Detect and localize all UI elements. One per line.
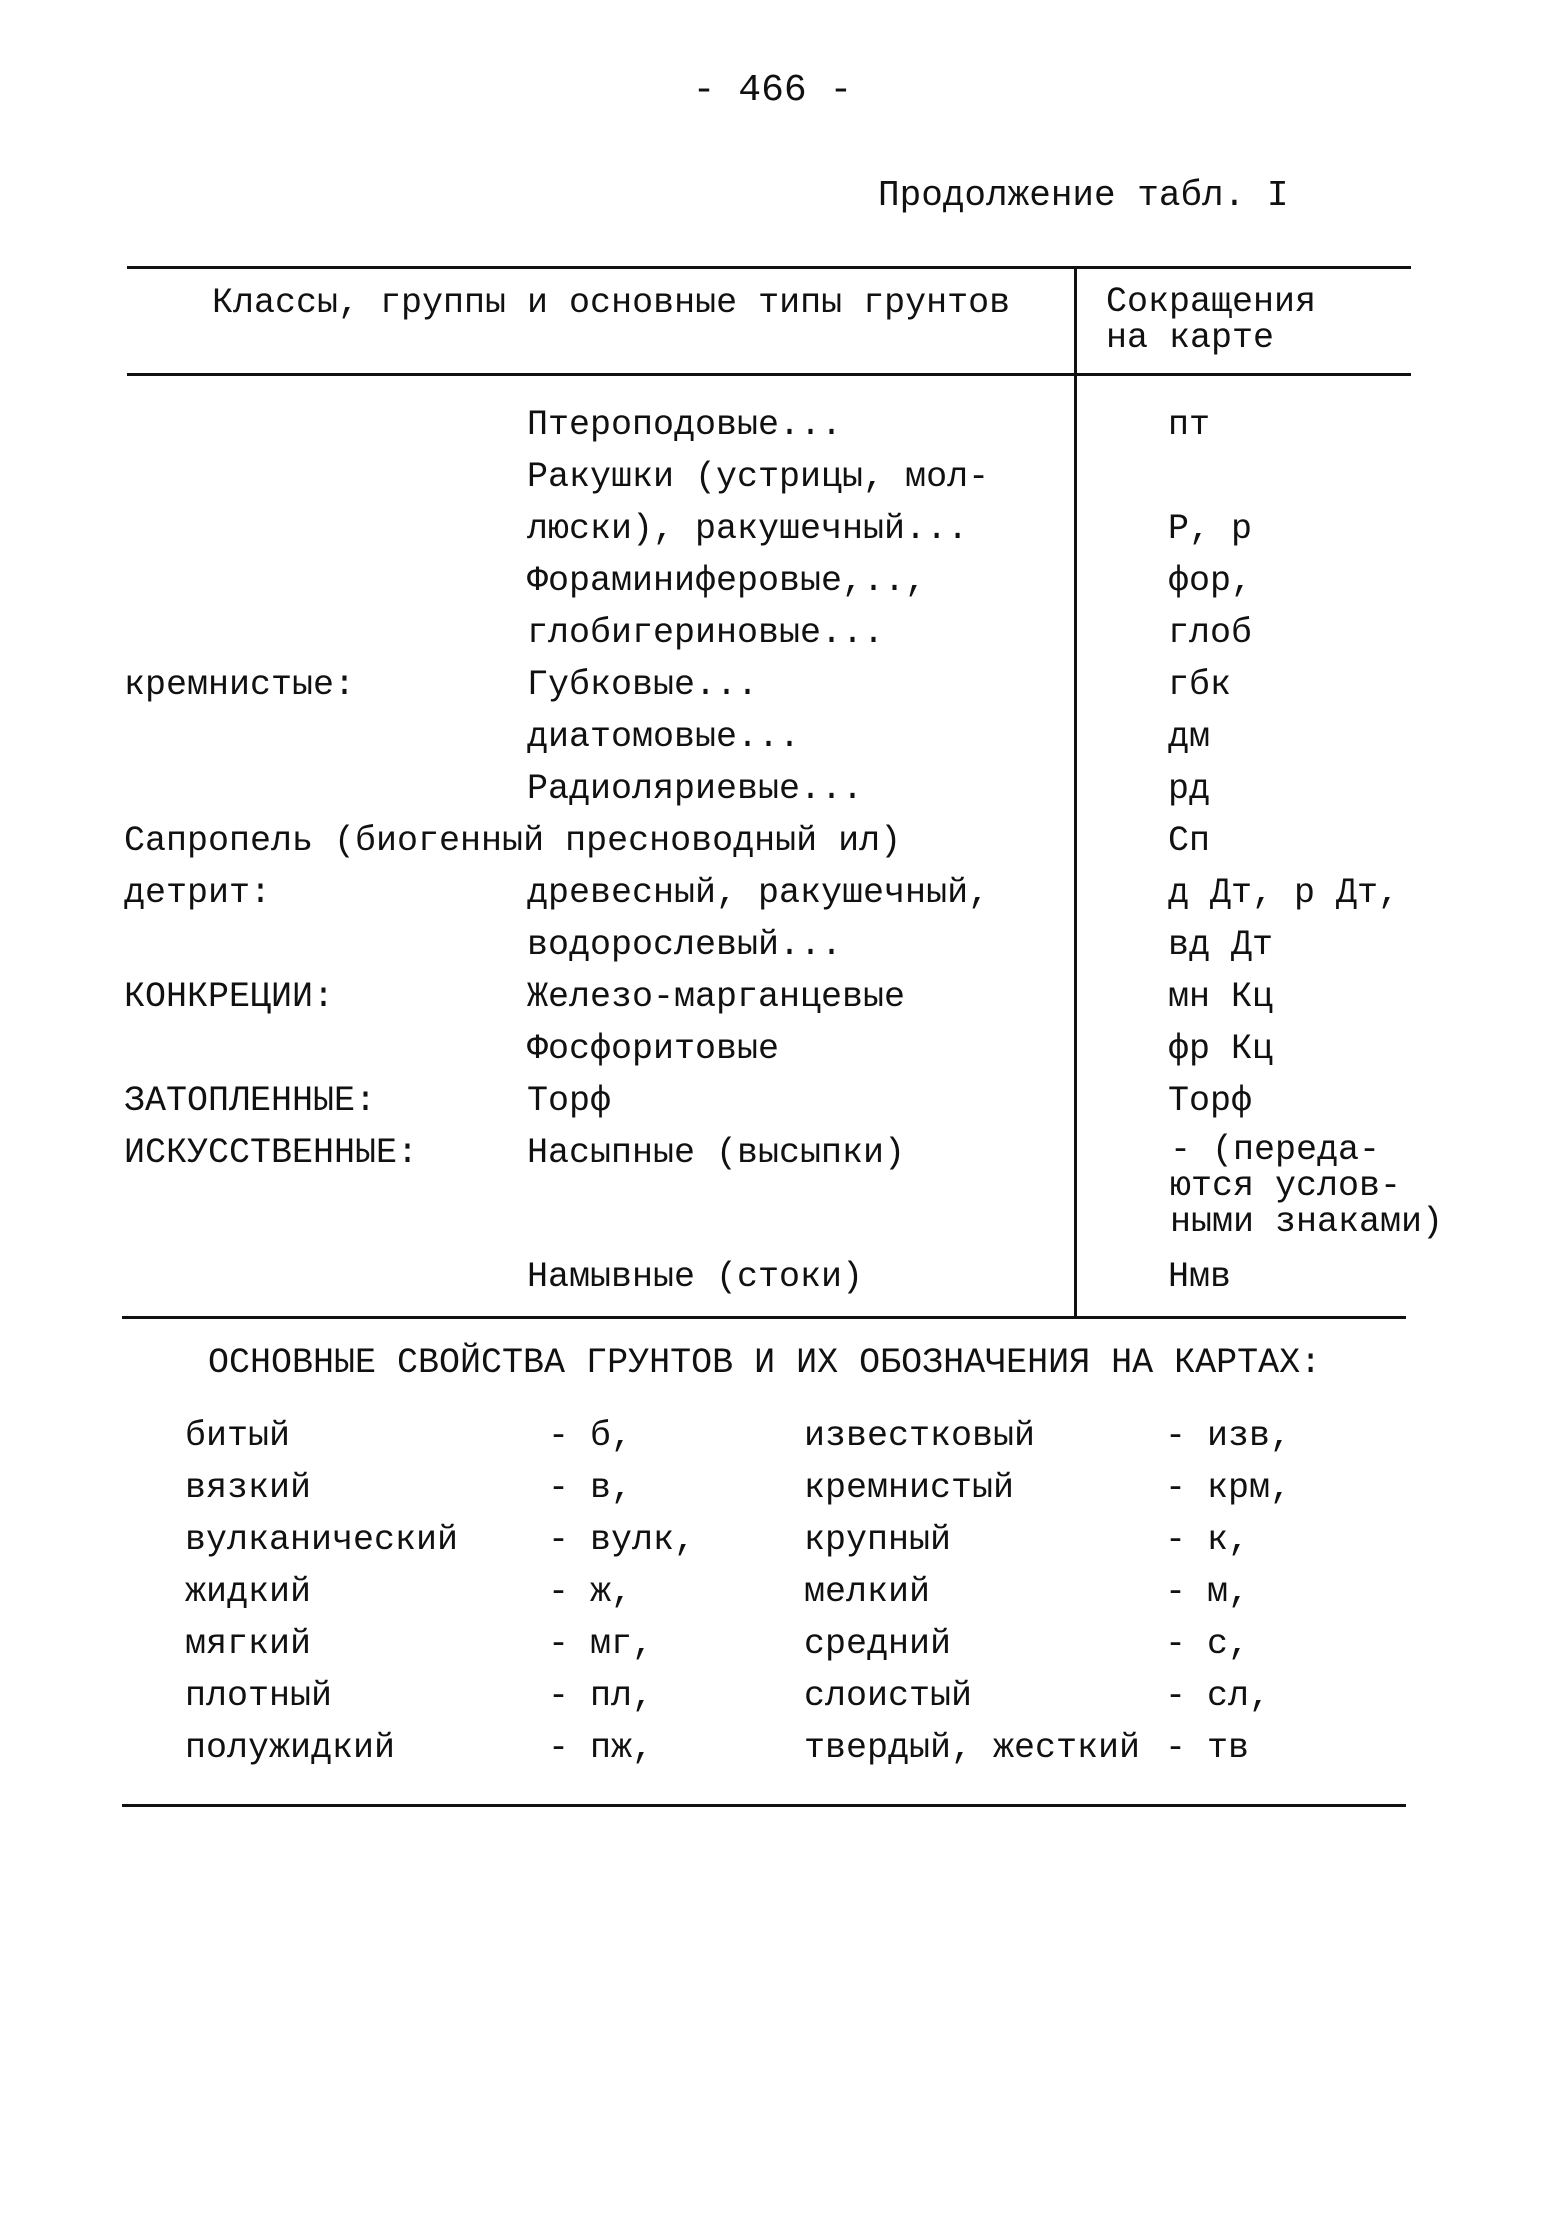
soil-class-label: ЗАТОПЛЕННЫЕ:	[124, 1081, 377, 1121]
soil-type-label: Фораминиферовые,..,	[527, 561, 927, 601]
property-name: вязкий	[185, 1468, 312, 1508]
table-bottom-rule	[122, 1316, 1406, 1319]
property-abbreviation: - ж,	[548, 1572, 633, 1612]
page-number: - 466 -	[692, 69, 853, 112]
map-abbreviation: д Дт, р Дт,	[1168, 873, 1400, 913]
soil-type-label: Губковые...	[527, 665, 759, 705]
properties-title: ОСНОВНЫЕ СВОЙСТВА ГРУНТОВ И ИХ ОБОЗНАЧЕНИЯ НА КАРТАХ:	[208, 1343, 1322, 1383]
table-column-divider	[1074, 266, 1077, 1318]
soil-type-label: Торф	[527, 1081, 612, 1121]
property-abbreviation: - к,	[1165, 1520, 1250, 1560]
property-name: слоистый	[804, 1676, 973, 1716]
map-abbreviation: пт	[1168, 405, 1211, 445]
property-name: вулканический	[185, 1520, 459, 1560]
property-abbreviation: - изв,	[1165, 1416, 1292, 1456]
soil-type-label: Насыпные (высыпки)	[527, 1133, 906, 1173]
property-abbreviation: - с,	[1165, 1624, 1250, 1664]
property-name: известковый	[804, 1416, 1036, 1456]
property-abbreviation: - сл,	[1165, 1676, 1271, 1716]
property-abbreviation: - мг,	[548, 1624, 654, 1664]
soil-type-label: люски), ракушечный...	[527, 509, 969, 549]
soil-type-label: Радиоляриевые...	[527, 769, 864, 809]
table-header-abbreviations-line2: на карте	[1106, 318, 1275, 358]
property-name: мелкий	[804, 1572, 931, 1612]
property-name: битый	[185, 1416, 291, 1456]
table-header-classes: Классы, группы и основные типы грунтов	[212, 283, 1011, 323]
soil-type-label: диатомовые...	[527, 717, 801, 757]
soil-type-label: древесный, ракушечный,	[527, 873, 990, 913]
map-abbreviation: - (переда-	[1170, 1130, 1381, 1170]
property-name: полужидкий	[185, 1728, 396, 1768]
map-abbreviation: Нмв	[1168, 1257, 1232, 1297]
map-abbreviation: мн Кц	[1168, 977, 1274, 1017]
map-abbreviation: фор,	[1168, 561, 1253, 601]
soil-type-label: Намывные (стоки)	[527, 1257, 864, 1297]
table-top-rule	[127, 266, 1411, 269]
property-abbreviation: - м,	[1165, 1572, 1250, 1612]
map-abbreviation: рд	[1168, 769, 1211, 809]
map-abbreviation: ются услов-	[1170, 1166, 1402, 1206]
soil-type-label: водорослевый...	[527, 925, 843, 965]
soil-class-label: детрит:	[124, 873, 272, 913]
property-abbreviation: - крм,	[1165, 1468, 1292, 1508]
soil-class-label: кремнистые:	[124, 665, 356, 705]
properties-bottom-rule	[122, 1804, 1406, 1807]
soil-class-label: Сапропель (биогенный пресноводный ил)	[124, 821, 902, 861]
map-abbreviation: Р, р	[1168, 509, 1253, 549]
map-abbreviation: Сп	[1168, 821, 1211, 861]
property-abbreviation: - пж,	[548, 1728, 654, 1768]
property-abbreviation: - тв	[1165, 1728, 1250, 1768]
property-abbreviation: - пл,	[548, 1676, 654, 1716]
property-name: твердый, жесткий	[804, 1728, 1141, 1768]
property-abbreviation: - б,	[548, 1416, 633, 1456]
soil-type-label: глобигериновые...	[527, 613, 885, 653]
soil-type-label: Птероподовые...	[527, 405, 843, 445]
property-name: крупный	[804, 1520, 952, 1560]
map-abbreviation: глоб	[1168, 613, 1253, 653]
property-name: жидкий	[185, 1572, 312, 1612]
property-name: средний	[804, 1624, 952, 1664]
property-name: мягкий	[185, 1624, 312, 1664]
soil-type-label: Железо-марганцевые	[527, 977, 906, 1017]
property-name: кремнистый	[804, 1468, 1015, 1508]
property-abbreviation: - в,	[548, 1468, 633, 1508]
soil-type-label: Ракушки (устрицы, мол-	[527, 457, 990, 497]
map-abbreviation: Торф	[1168, 1081, 1253, 1121]
soil-class-label: КОНКРЕЦИИ:	[124, 977, 335, 1017]
property-name: плотный	[185, 1676, 333, 1716]
map-abbreviation: вд Дт	[1168, 925, 1274, 965]
map-abbreviation: фр Кц	[1168, 1029, 1274, 1069]
soil-class-label: ИСКУССТВЕННЫЕ:	[124, 1133, 419, 1173]
soil-type-label: Фосфоритовые	[527, 1029, 780, 1069]
map-abbreviation: ными знаками)	[1170, 1202, 1444, 1242]
property-abbreviation: - вулк,	[548, 1520, 696, 1560]
map-abbreviation: дм	[1168, 717, 1211, 757]
table-header-abbreviations-line1: Сокращения	[1106, 282, 1317, 322]
table-header-rule	[127, 373, 1411, 376]
map-abbreviation: гбк	[1168, 665, 1232, 705]
table-continuation-label: Продолжение табл. I	[878, 175, 1289, 216]
